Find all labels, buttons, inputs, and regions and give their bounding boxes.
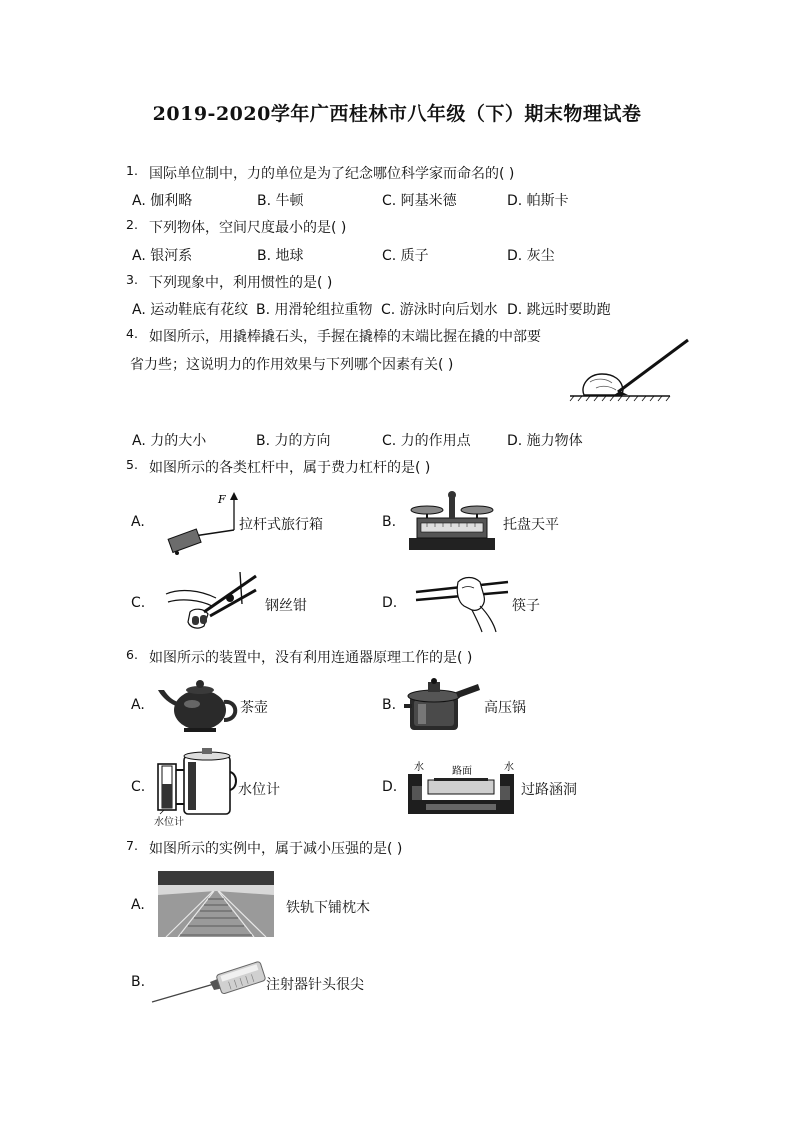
water-gauge-caption: 水位计	[154, 817, 184, 828]
page-title: 2019-2020学年广西桂林市八年级（下）期末物理试卷	[152, 103, 642, 125]
item-letter-b: B.	[382, 514, 397, 530]
water-label-right: 水	[504, 762, 514, 773]
question-number: 1.	[126, 163, 138, 178]
question-text: 如图所示的各类杠杆中，属于费力杠杆的是( )	[149, 460, 431, 476]
item-letter-a: A.	[131, 897, 145, 913]
question-number: 5.	[126, 457, 138, 472]
question-number: 4.	[126, 326, 138, 341]
item-label-d: 过路涵洞	[521, 782, 577, 798]
item-label-c: 水位计	[238, 782, 280, 798]
item-letter-b: B.	[382, 697, 397, 713]
item-label-a: 拉杆式旅行箱	[239, 517, 323, 533]
question-number: 3.	[126, 272, 138, 287]
question-text: 国际单位制中，力的单位是为了纪念哪位科学家而命名的( )	[149, 166, 515, 182]
item-letter-c: C.	[131, 779, 146, 795]
option-c: C. 游泳时向后划水	[381, 302, 498, 318]
item-letter-a: A.	[131, 697, 145, 713]
question-text-line-2: 省力些；这说明力的作用效果与下列哪个因素有关( )	[130, 357, 454, 373]
teapot-figure	[156, 676, 240, 734]
water-gauge-figure	[154, 748, 238, 828]
pressure-cooker-figure	[404, 676, 482, 734]
item-label-a: 茶壶	[240, 700, 268, 716]
option-b: B. 力的方向	[256, 433, 331, 449]
item-letter-b: B.	[131, 974, 146, 990]
option-a: A. 银河系	[132, 248, 193, 264]
force-label: F	[218, 493, 226, 506]
culvert-figure	[404, 758, 518, 816]
option-b: B. 牛顿	[257, 193, 304, 209]
question-text: 下列物体，空间尺度最小的是( )	[149, 220, 347, 236]
question-number: 6.	[126, 647, 138, 662]
question-text-line-1: 如图所示，用撬棒撬石头，手握在撬棒的末端比握在撬的中部要	[149, 329, 541, 345]
question-number: 7.	[126, 838, 138, 853]
option-d: D. 灰尘	[507, 248, 555, 264]
suitcase-lever-figure	[164, 490, 240, 556]
item-label-a: 铁轨下铺枕木	[286, 900, 370, 916]
option-a: A. 力的大小	[132, 433, 207, 449]
road-label: 路面	[452, 766, 472, 777]
item-label-b: 托盘天平	[503, 517, 559, 533]
option-a: A. 伽利略	[132, 193, 193, 209]
pliers-figure	[160, 568, 265, 634]
item-label-b: 高压锅	[484, 700, 526, 716]
water-label-left: 水	[414, 762, 424, 773]
question-text: 如图所示的装置中，没有利用连通器原理工作的是( )	[149, 650, 473, 666]
option-c: C. 质子	[382, 248, 429, 264]
option-d: D. 施力物体	[507, 433, 583, 449]
option-a: A. 运动鞋底有花纹	[132, 302, 249, 318]
option-c: C. 阿基米德	[382, 193, 457, 209]
option-b: B. 地球	[257, 248, 304, 264]
item-letter-a: A.	[131, 514, 145, 530]
question-text: 下列现象中，利用惯性的是( )	[149, 275, 333, 291]
option-d: D. 帕斯卡	[507, 193, 569, 209]
item-label-d: 筷子	[512, 598, 540, 614]
question-text: 如图所示的实例中，属于减小压强的是( )	[149, 841, 403, 857]
crowbar-figure	[566, 336, 692, 402]
item-letter-d: D.	[382, 595, 398, 611]
item-letter-c: C.	[131, 595, 146, 611]
item-letter-d: D.	[382, 779, 398, 795]
syringe-photo	[150, 956, 266, 1006]
option-b: B. 用滑轮组拉重物	[256, 302, 373, 318]
question-number: 2.	[126, 217, 138, 232]
item-label-b: 注射器针头很尖	[266, 977, 364, 993]
option-c: C. 力的作用点	[382, 433, 471, 449]
chopsticks-figure	[414, 570, 512, 634]
railway-photo	[158, 871, 274, 937]
option-d: D. 跳远时要助跑	[507, 302, 611, 318]
balance-scale-figure	[405, 490, 500, 552]
item-label-c: 钢丝钳	[265, 598, 307, 614]
